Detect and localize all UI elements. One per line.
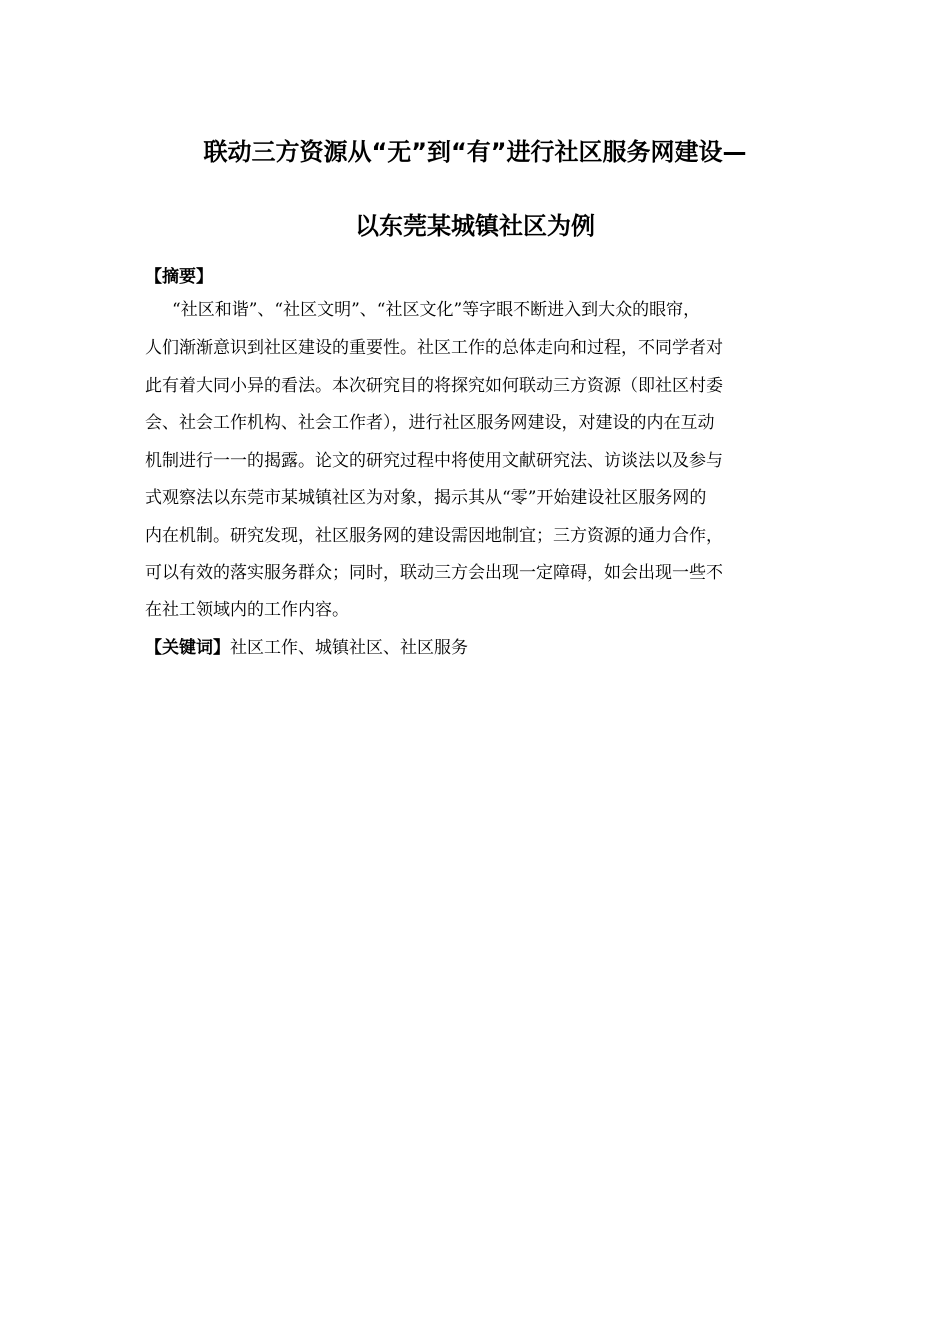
abstract-line: 会、社会工作机构、社会工作者），进行社区服务网建设，对建设的内在互动 [145, 413, 715, 433]
abstract-line: “社区和谐”、“社区文明”、“社区文化”等字眼不断进入到大众的眼帘， [172, 300, 701, 320]
abstract-line: 人们渐渐意识到社区建设的重要性。社区工作的总体走向和过程，不同学者对 [145, 338, 723, 358]
abstract-heading: 【摘要】 [145, 267, 213, 287]
abstract-line: 内在机制。研究发现，社区服务网的建设需因地制宜；三方资源的通力合作， [145, 526, 723, 546]
keywords-text: 社区工作、城镇社区、社区服务 [230, 638, 468, 658]
paper-title-line-2: 以东莞某城镇社区为例 [355, 212, 595, 240]
abstract-line: 在社工领域内的工作内容。 [145, 600, 349, 620]
abstract-line: 机制进行一一的揭露。论文的研究过程中将使用文献研究法、访谈法以及参与 [145, 451, 723, 471]
keywords-label: 【关键词】 [145, 638, 230, 658]
keywords-line [145, 635, 468, 661]
paper-title-line-1: 联动三方资源从“无”到“有”进行社区服务网建设— [203, 138, 747, 166]
abstract-line: 可以有效的落实服务群众；同时，联动三方会出现一定障碍，如会出现一些不 [145, 563, 723, 583]
abstract-line: 此有着大同小异的看法。本次研究目的将探究如何联动三方资源（即社区村委 [145, 376, 723, 396]
abstract-line: 式观察法以东莞市某城镇社区为对象，揭示其从“零”开始建设社区服务网的 [145, 488, 707, 508]
